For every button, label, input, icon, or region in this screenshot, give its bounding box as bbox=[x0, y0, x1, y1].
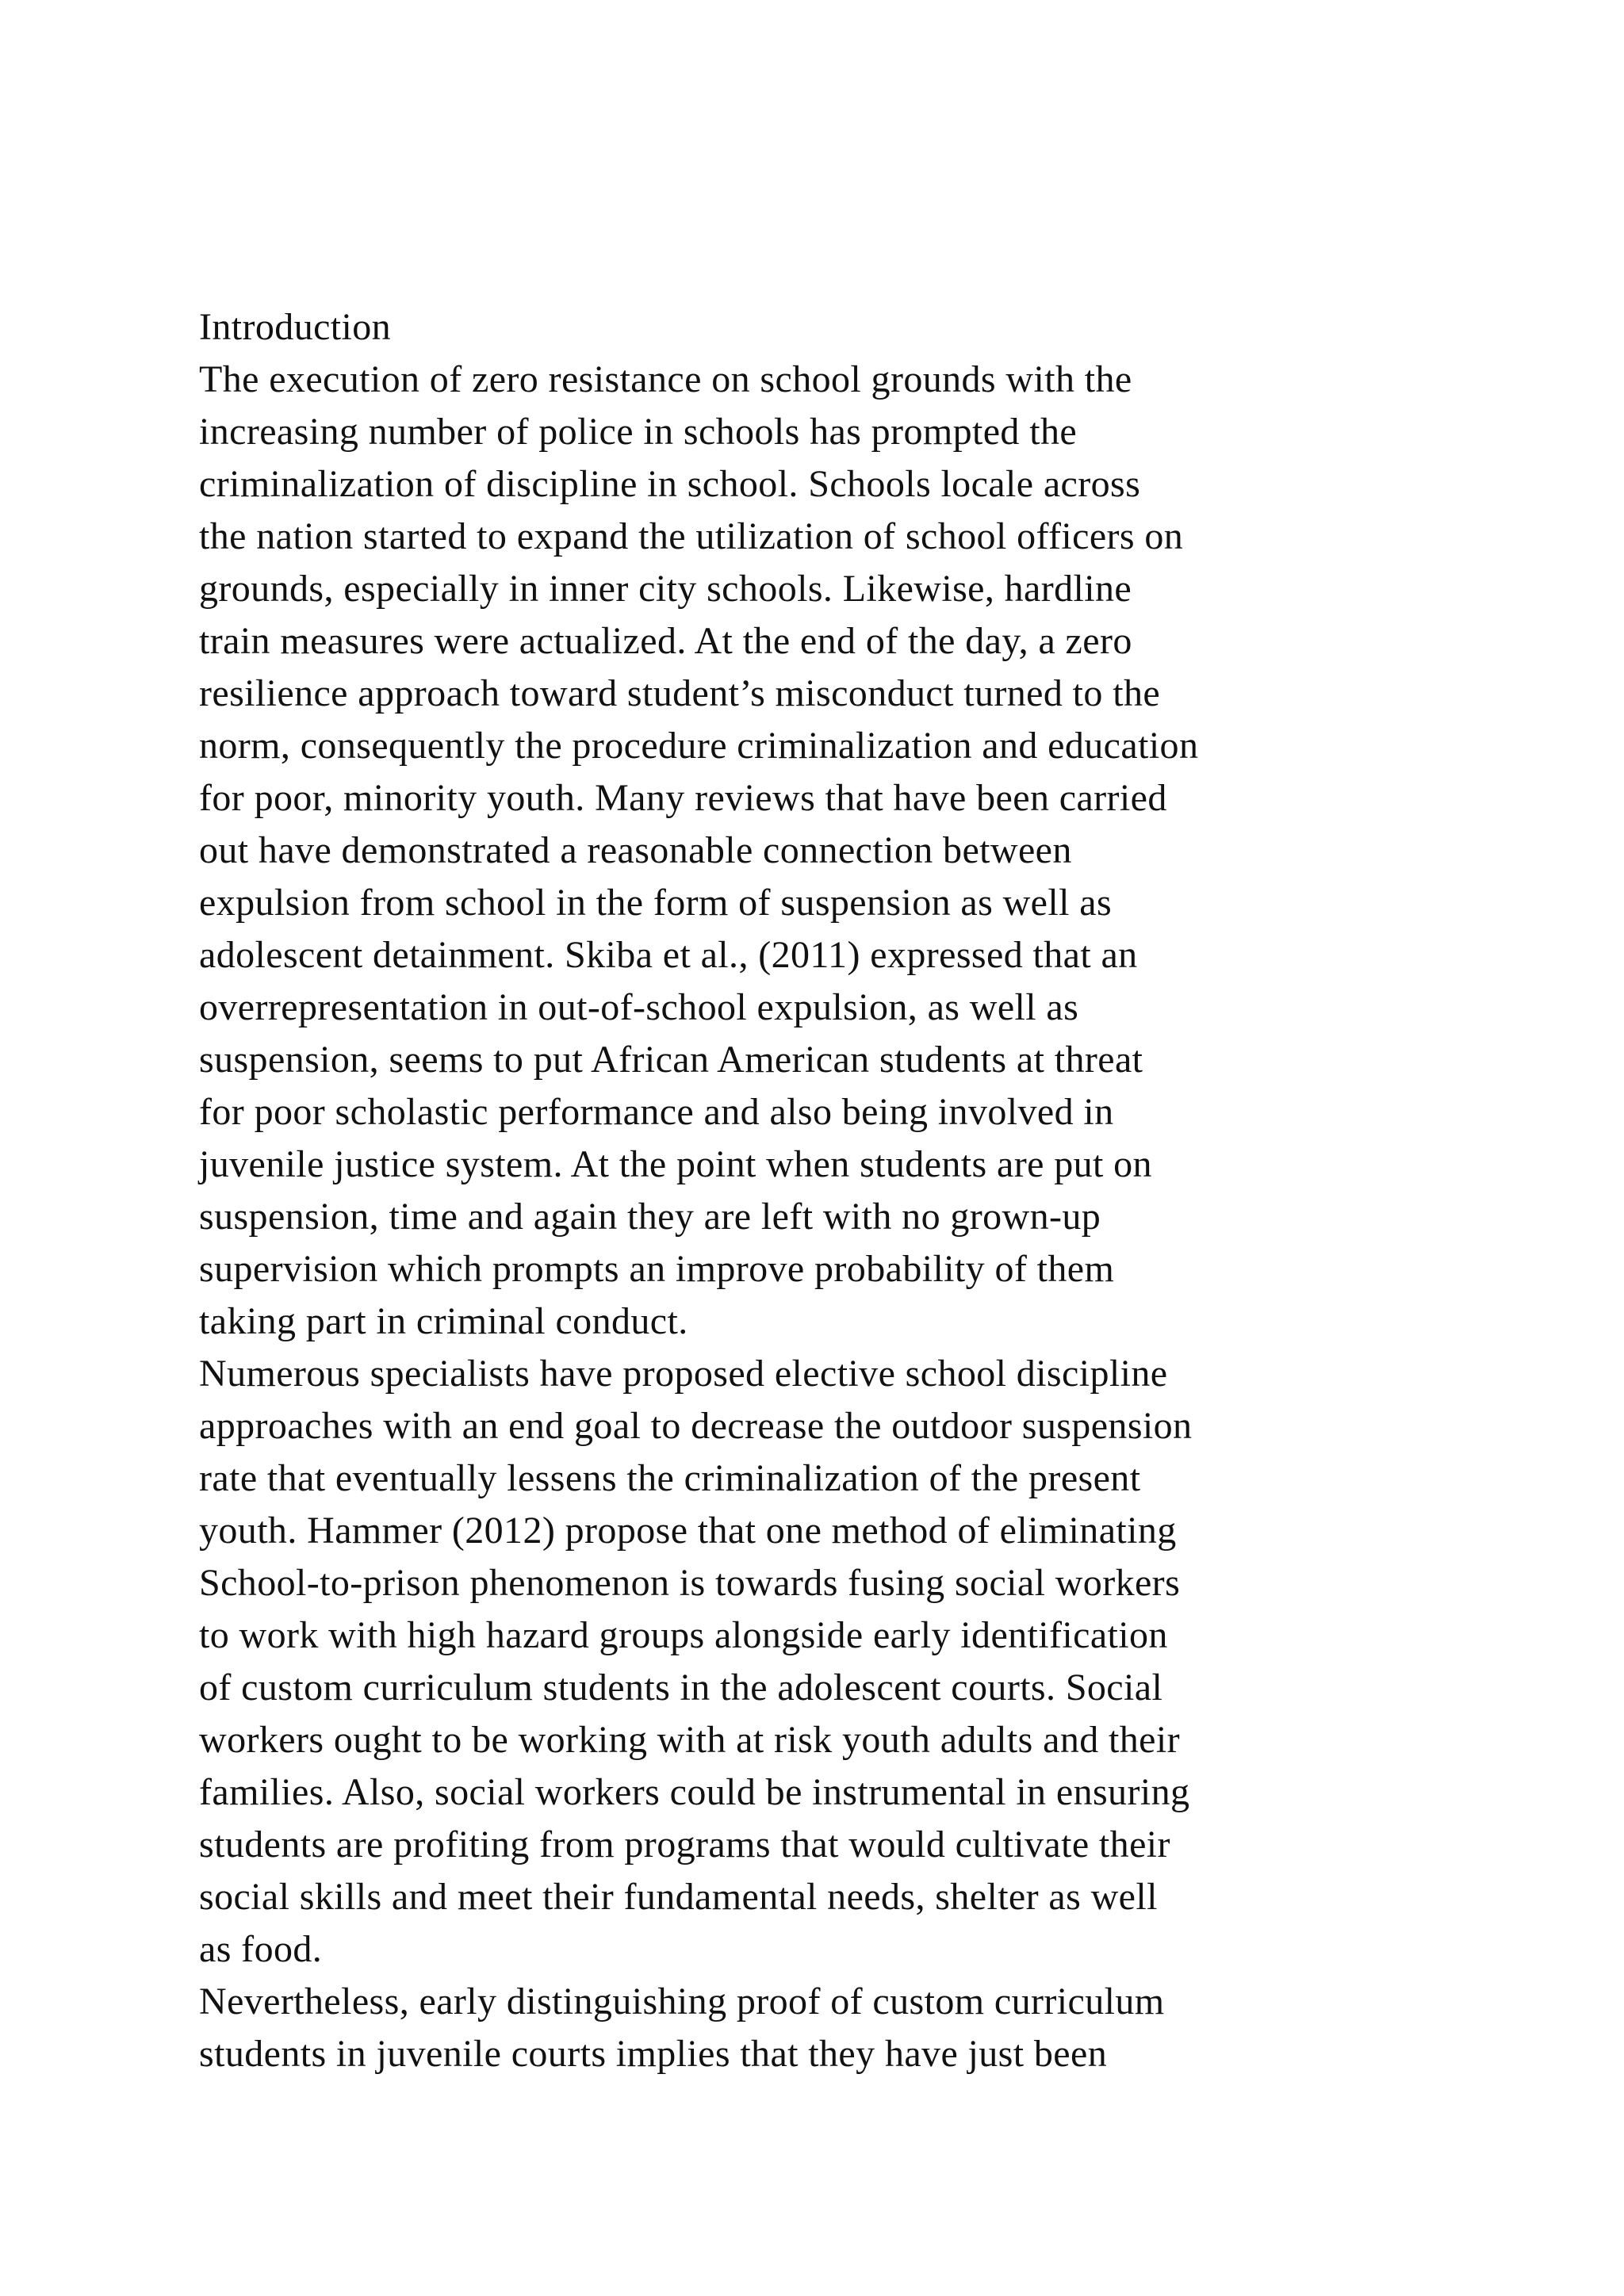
text-line: Nevertheless, early distinguishing proof of custom curriculum bbox=[199, 1980, 1165, 2022]
text-line: juvenile justice system. At the point when students are put on bbox=[199, 1143, 1152, 1185]
text-line: overrepresentation in out-of-school expulsion, as well as bbox=[199, 986, 1079, 1028]
text-line: for poor, minority youth. Many reviews that have been carried bbox=[199, 777, 1167, 819]
text-line: taking part in criminal conduct. bbox=[199, 1300, 688, 1342]
text-line: to work with high hazard groups alongside early identification bbox=[199, 1614, 1168, 1656]
text-line: suspension, time and again they are left with no grown-up bbox=[199, 1196, 1101, 1238]
text-line: rate that eventually lessens the criminalization of the present bbox=[199, 1457, 1141, 1499]
text-line: workers ought to be working with at risk youth adults and their bbox=[199, 1719, 1181, 1761]
text-line: supervision which prompts an improve probability of them bbox=[199, 1248, 1115, 1290]
text-line: norm, consequently the procedure criminalization and education bbox=[199, 725, 1199, 767]
text-line: resilience approach toward student’s misconduct turned to the bbox=[199, 672, 1161, 714]
text-line: social skills and meet their fundamental needs, shelter as well bbox=[199, 1876, 1158, 1918]
text-line: train measures were actualized. At the end of the day, a zero bbox=[199, 620, 1132, 662]
text-line: grounds, especially in inner city schools. Likewise, hardline bbox=[199, 568, 1132, 610]
text-line: increasing number of police in schools has prompted the bbox=[199, 411, 1078, 453]
section-heading: Introduction bbox=[199, 306, 392, 348]
text-line: expulsion from school in the form of suspension as well as bbox=[199, 882, 1113, 924]
text-line: approaches with an end goal to decrease the outdoor suspension bbox=[199, 1405, 1193, 1447]
text-line: out have demonstrated a reasonable connection between bbox=[199, 829, 1072, 871]
text-line: Numerous specialists have proposed elective school discipline bbox=[199, 1353, 1168, 1395]
text-line: adolescent detainment. Skiba et al., (2011) expressed that an bbox=[199, 934, 1138, 976]
text-line: criminalization of discipline in school. Schools locale across bbox=[199, 463, 1141, 505]
text-line: for poor scholastic performance and also being involved in bbox=[199, 1091, 1114, 1133]
text-line: the nation started to expand the utilization of school officers on bbox=[199, 515, 1184, 557]
text-line: of custom curriculum students in the adolescent courts. Social bbox=[199, 1667, 1163, 1709]
document-body bbox=[199, 301, 1436, 2080]
text-line: families. Also, social workers could be instrumental in ensuring bbox=[199, 1771, 1190, 1813]
text-line: as food. bbox=[199, 1928, 323, 1970]
text-line: students in juvenile courts implies that they have just been bbox=[199, 2033, 1108, 2075]
text-line: The execution of zero resistance on school grounds with the bbox=[199, 358, 1132, 400]
text-line: School-to-prison phenomenon is towards fusing social workers bbox=[199, 1562, 1181, 1604]
text-line: suspension, seems to put African American students at threat bbox=[199, 1039, 1143, 1081]
text-line: youth. Hammer (2012) propose that one method of eliminating bbox=[199, 1510, 1177, 1552]
text-line: students are profiting from programs that would cultivate their bbox=[199, 1823, 1170, 1866]
